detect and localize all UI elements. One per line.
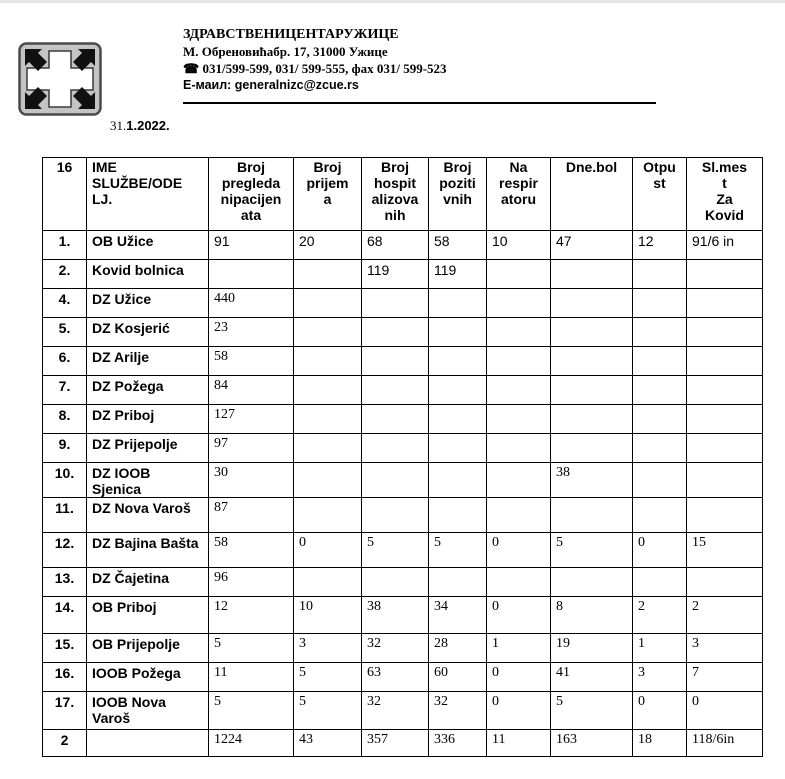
cell-prijem bbox=[294, 434, 362, 463]
cell-poz: 336 bbox=[429, 730, 487, 757]
cell-pregledi: 30 bbox=[209, 463, 294, 498]
cell-resp: 0 bbox=[487, 692, 551, 730]
column-header-poz: Broj poziti vnih bbox=[429, 158, 487, 231]
cell-service-name: OB Priboj bbox=[87, 597, 209, 634]
cell-slmest: 2 bbox=[687, 597, 763, 634]
cell-resp: 10 bbox=[487, 231, 551, 260]
cell-poz bbox=[429, 376, 487, 405]
cell-service-name: OB Prijepolje bbox=[87, 634, 209, 663]
cell-num: 15. bbox=[43, 634, 87, 663]
cell-hosp: 38 bbox=[362, 597, 429, 634]
cell-service-name: DZ Priboj bbox=[87, 405, 209, 434]
page-top-border bbox=[0, 0, 785, 3]
cell-prijem: 5 bbox=[294, 663, 362, 692]
table-row bbox=[43, 634, 763, 663]
cell-poz bbox=[429, 289, 487, 318]
cell-num: 4. bbox=[43, 289, 87, 318]
cell-poz bbox=[429, 318, 487, 347]
cell-resp bbox=[487, 434, 551, 463]
cell-poz: 32 bbox=[429, 692, 487, 730]
cell-hosp: 63 bbox=[362, 663, 429, 692]
cell-poz: 60 bbox=[429, 663, 487, 692]
cell-pregledi bbox=[209, 260, 294, 289]
phone-numbers: 031/599-599, 031/ 599-555, фах 031/ 599-523 bbox=[202, 61, 447, 76]
cell-pregledi: 440 bbox=[209, 289, 294, 318]
cell-dnebol bbox=[551, 347, 633, 376]
cell-service-name: DZ Požega bbox=[87, 376, 209, 405]
table-row bbox=[43, 376, 763, 405]
cell-slmest bbox=[687, 376, 763, 405]
cell-resp bbox=[487, 376, 551, 405]
cell-slmest: 118/6in bbox=[687, 730, 763, 757]
date-day: 31. bbox=[110, 118, 127, 133]
cell-dnebol bbox=[551, 405, 633, 434]
cell-otpust bbox=[633, 318, 687, 347]
cell-poz: 5 bbox=[429, 533, 487, 568]
cell-poz bbox=[429, 405, 487, 434]
cell-otpust: 3 bbox=[633, 663, 687, 692]
cell-dnebol: 47 bbox=[551, 231, 633, 260]
column-header-prijem: Broj prijem a bbox=[294, 158, 362, 231]
document-date bbox=[110, 118, 170, 134]
cell-resp: 0 bbox=[487, 533, 551, 568]
cell-slmest bbox=[687, 463, 763, 498]
cell-pregledi: 97 bbox=[209, 434, 294, 463]
cell-resp bbox=[487, 405, 551, 434]
table-row bbox=[43, 231, 763, 260]
cell-hosp: 68 bbox=[362, 231, 429, 260]
cell-num: 2 bbox=[43, 730, 87, 757]
cell-service-name: DZ Arilje bbox=[87, 347, 209, 376]
cell-prijem: 20 bbox=[294, 231, 362, 260]
table-row bbox=[43, 533, 763, 568]
cell-resp bbox=[487, 463, 551, 498]
cell-service-name: DZ IOOB Sjenica bbox=[87, 463, 209, 498]
cell-otpust bbox=[633, 568, 687, 597]
org-name: ЗДРАВСТВЕНИЦЕНТАРУЖИЦЕ bbox=[183, 27, 399, 42]
cell-pregledi: 96 bbox=[209, 568, 294, 597]
org-email: Е-маил: generalnizc@zcue.rs bbox=[183, 78, 359, 92]
cell-dnebol: 8 bbox=[551, 597, 633, 634]
cell-dnebol: 5 bbox=[551, 533, 633, 568]
cell-hosp: 32 bbox=[362, 692, 429, 730]
cell-hosp bbox=[362, 568, 429, 597]
table-row bbox=[43, 663, 763, 692]
org-address: М. Обреновићабр. 17, 31000 Ужице bbox=[183, 44, 388, 59]
cell-dnebol bbox=[551, 260, 633, 289]
cell-slmest bbox=[687, 434, 763, 463]
column-header-otpust: Otpu st bbox=[633, 158, 687, 231]
cell-resp: 0 bbox=[487, 663, 551, 692]
cell-hosp bbox=[362, 347, 429, 376]
cell-otpust: 0 bbox=[633, 692, 687, 730]
cell-slmest: 3 bbox=[687, 634, 763, 663]
table-row bbox=[43, 692, 763, 730]
cell-otpust bbox=[633, 498, 687, 533]
column-header-pregledi: Broj pregleda nipacijen ata bbox=[209, 158, 294, 231]
phone-icon: ☎ bbox=[183, 61, 200, 76]
cell-hosp bbox=[362, 463, 429, 498]
cell-slmest bbox=[687, 260, 763, 289]
table-row bbox=[43, 597, 763, 634]
cell-service-name: OB Užice bbox=[87, 231, 209, 260]
cell-prijem: 43 bbox=[294, 730, 362, 757]
column-header-hosp: Broj hospit alizova nih bbox=[362, 158, 429, 231]
cell-hosp bbox=[362, 434, 429, 463]
cell-pregledi: 127 bbox=[209, 405, 294, 434]
cell-num: 8. bbox=[43, 405, 87, 434]
table-row bbox=[43, 434, 763, 463]
cell-prijem bbox=[294, 463, 362, 498]
cell-resp: 11 bbox=[487, 730, 551, 757]
column-header-num: 16 bbox=[43, 158, 87, 231]
cell-slmest bbox=[687, 568, 763, 597]
cell-num: 10. bbox=[43, 463, 87, 498]
cell-pregledi: 91 bbox=[209, 231, 294, 260]
cell-prijem: 0 bbox=[294, 533, 362, 568]
cell-prijem: 10 bbox=[294, 597, 362, 634]
table-row bbox=[43, 463, 763, 498]
cell-resp: 0 bbox=[487, 597, 551, 634]
table-row bbox=[43, 260, 763, 289]
cell-dnebol bbox=[551, 498, 633, 533]
cell-prijem: 5 bbox=[294, 692, 362, 730]
cell-otpust bbox=[633, 434, 687, 463]
cell-slmest: 0 bbox=[687, 692, 763, 730]
cell-num: 6. bbox=[43, 347, 87, 376]
cell-service-name: DZ Kosjerić bbox=[87, 318, 209, 347]
cell-num: 7. bbox=[43, 376, 87, 405]
column-header-name: IME SLUŽBE/ODE LJ. bbox=[87, 158, 209, 231]
cell-hosp: 32 bbox=[362, 634, 429, 663]
cell-otpust: 12 bbox=[633, 231, 687, 260]
cell-slmest bbox=[687, 318, 763, 347]
cell-service-name: Kovid bolnica bbox=[87, 260, 209, 289]
cell-slmest bbox=[687, 347, 763, 376]
cell-poz: 119 bbox=[429, 260, 487, 289]
cell-prijem bbox=[294, 289, 362, 318]
cell-hosp bbox=[362, 498, 429, 533]
cell-pregledi: 11 bbox=[209, 663, 294, 692]
header-rule bbox=[183, 102, 656, 104]
cell-hosp bbox=[362, 405, 429, 434]
cell-otpust bbox=[633, 405, 687, 434]
cell-dnebol bbox=[551, 434, 633, 463]
cell-num: 2. bbox=[43, 260, 87, 289]
cell-num: 13. bbox=[43, 568, 87, 597]
cell-num: 1. bbox=[43, 231, 87, 260]
cell-hosp bbox=[362, 289, 429, 318]
cell-hosp bbox=[362, 376, 429, 405]
cell-pregledi: 58 bbox=[209, 533, 294, 568]
cell-prijem bbox=[294, 498, 362, 533]
cell-slmest: 91/6 in bbox=[687, 231, 763, 260]
column-header-dnebol: Dne.bol bbox=[551, 158, 633, 231]
cell-service-name: DZ Užice bbox=[87, 289, 209, 318]
cell-num: 9. bbox=[43, 434, 87, 463]
table-row bbox=[43, 347, 763, 376]
table-row bbox=[43, 405, 763, 434]
cell-poz: 58 bbox=[429, 231, 487, 260]
cell-service-name: DZ Nova Varoš bbox=[87, 498, 209, 533]
cell-slmest bbox=[687, 289, 763, 318]
cell-dnebol bbox=[551, 376, 633, 405]
cell-dnebol: 163 bbox=[551, 730, 633, 757]
cell-num: 5. bbox=[43, 318, 87, 347]
cell-otpust bbox=[633, 289, 687, 318]
cell-prijem bbox=[294, 568, 362, 597]
cell-prijem: 3 bbox=[294, 634, 362, 663]
cell-num: 16. bbox=[43, 663, 87, 692]
column-header-resp: Na respir atoru bbox=[487, 158, 551, 231]
cell-slmest: 15 bbox=[687, 533, 763, 568]
table-row bbox=[43, 730, 763, 757]
report-table bbox=[42, 157, 763, 757]
cell-hosp: 357 bbox=[362, 730, 429, 757]
cell-otpust bbox=[633, 347, 687, 376]
cell-pregledi: 1224 bbox=[209, 730, 294, 757]
cell-hosp bbox=[362, 318, 429, 347]
cell-service-name bbox=[87, 730, 209, 757]
table-row bbox=[43, 318, 763, 347]
date-month-year: 1.2022. bbox=[126, 118, 170, 133]
cell-resp: 1 bbox=[487, 634, 551, 663]
cell-poz: 28 bbox=[429, 634, 487, 663]
cell-pregledi: 58 bbox=[209, 347, 294, 376]
cell-num: 14. bbox=[43, 597, 87, 634]
cell-poz bbox=[429, 568, 487, 597]
cell-hosp: 5 bbox=[362, 533, 429, 568]
cell-pregledi: 5 bbox=[209, 634, 294, 663]
cell-slmest bbox=[687, 405, 763, 434]
cell-service-name: DZ Čajetina bbox=[87, 568, 209, 597]
cell-otpust: 0 bbox=[633, 533, 687, 568]
cell-dnebol: 38 bbox=[551, 463, 633, 498]
cell-resp bbox=[487, 289, 551, 318]
cell-otpust: 1 bbox=[633, 634, 687, 663]
cell-otpust: 18 bbox=[633, 730, 687, 757]
cell-dnebol bbox=[551, 568, 633, 597]
org-phones bbox=[183, 61, 447, 77]
cell-pregledi: 23 bbox=[209, 318, 294, 347]
cell-prijem bbox=[294, 347, 362, 376]
report-table-body bbox=[43, 158, 763, 757]
cell-prijem bbox=[294, 260, 362, 289]
cell-resp bbox=[487, 347, 551, 376]
cell-poz: 34 bbox=[429, 597, 487, 634]
cell-pregledi: 12 bbox=[209, 597, 294, 634]
cell-resp bbox=[487, 568, 551, 597]
cell-hosp: 119 bbox=[362, 260, 429, 289]
cell-num: 17. bbox=[43, 692, 87, 730]
cell-otpust bbox=[633, 260, 687, 289]
cell-pregledi: 5 bbox=[209, 692, 294, 730]
cell-dnebol: 5 bbox=[551, 692, 633, 730]
cell-dnebol bbox=[551, 318, 633, 347]
cell-service-name: IOOB Nova Varoš bbox=[87, 692, 209, 730]
cell-otpust bbox=[633, 376, 687, 405]
cell-resp bbox=[487, 318, 551, 347]
cell-num: 12. bbox=[43, 533, 87, 568]
cell-service-name: DZ Prijepolje bbox=[87, 434, 209, 463]
cell-otpust: 2 bbox=[633, 597, 687, 634]
cell-resp bbox=[487, 260, 551, 289]
cell-prijem bbox=[294, 405, 362, 434]
cell-slmest bbox=[687, 498, 763, 533]
cell-service-name: DZ Bajina Bašta bbox=[87, 533, 209, 568]
cell-resp bbox=[487, 498, 551, 533]
cell-dnebol: 19 bbox=[551, 634, 633, 663]
cell-pregledi: 87 bbox=[209, 498, 294, 533]
cell-prijem bbox=[294, 318, 362, 347]
table-header-row bbox=[43, 158, 763, 231]
cell-pregledi: 84 bbox=[209, 376, 294, 405]
cell-dnebol: 41 bbox=[551, 663, 633, 692]
health-center-logo-icon bbox=[18, 42, 102, 116]
cell-service-name: IOOB Požega bbox=[87, 663, 209, 692]
table-row bbox=[43, 289, 763, 318]
cell-poz bbox=[429, 498, 487, 533]
cell-num: 11. bbox=[43, 498, 87, 533]
cell-poz bbox=[429, 434, 487, 463]
cell-otpust bbox=[633, 463, 687, 498]
cell-dnebol bbox=[551, 289, 633, 318]
cell-slmest: 7 bbox=[687, 663, 763, 692]
cell-poz bbox=[429, 347, 487, 376]
cell-prijem bbox=[294, 376, 362, 405]
cell-poz bbox=[429, 463, 487, 498]
column-header-slmest: Sl.mes t Za Kovid bbox=[687, 158, 763, 231]
table-row bbox=[43, 568, 763, 597]
table-row bbox=[43, 498, 763, 533]
